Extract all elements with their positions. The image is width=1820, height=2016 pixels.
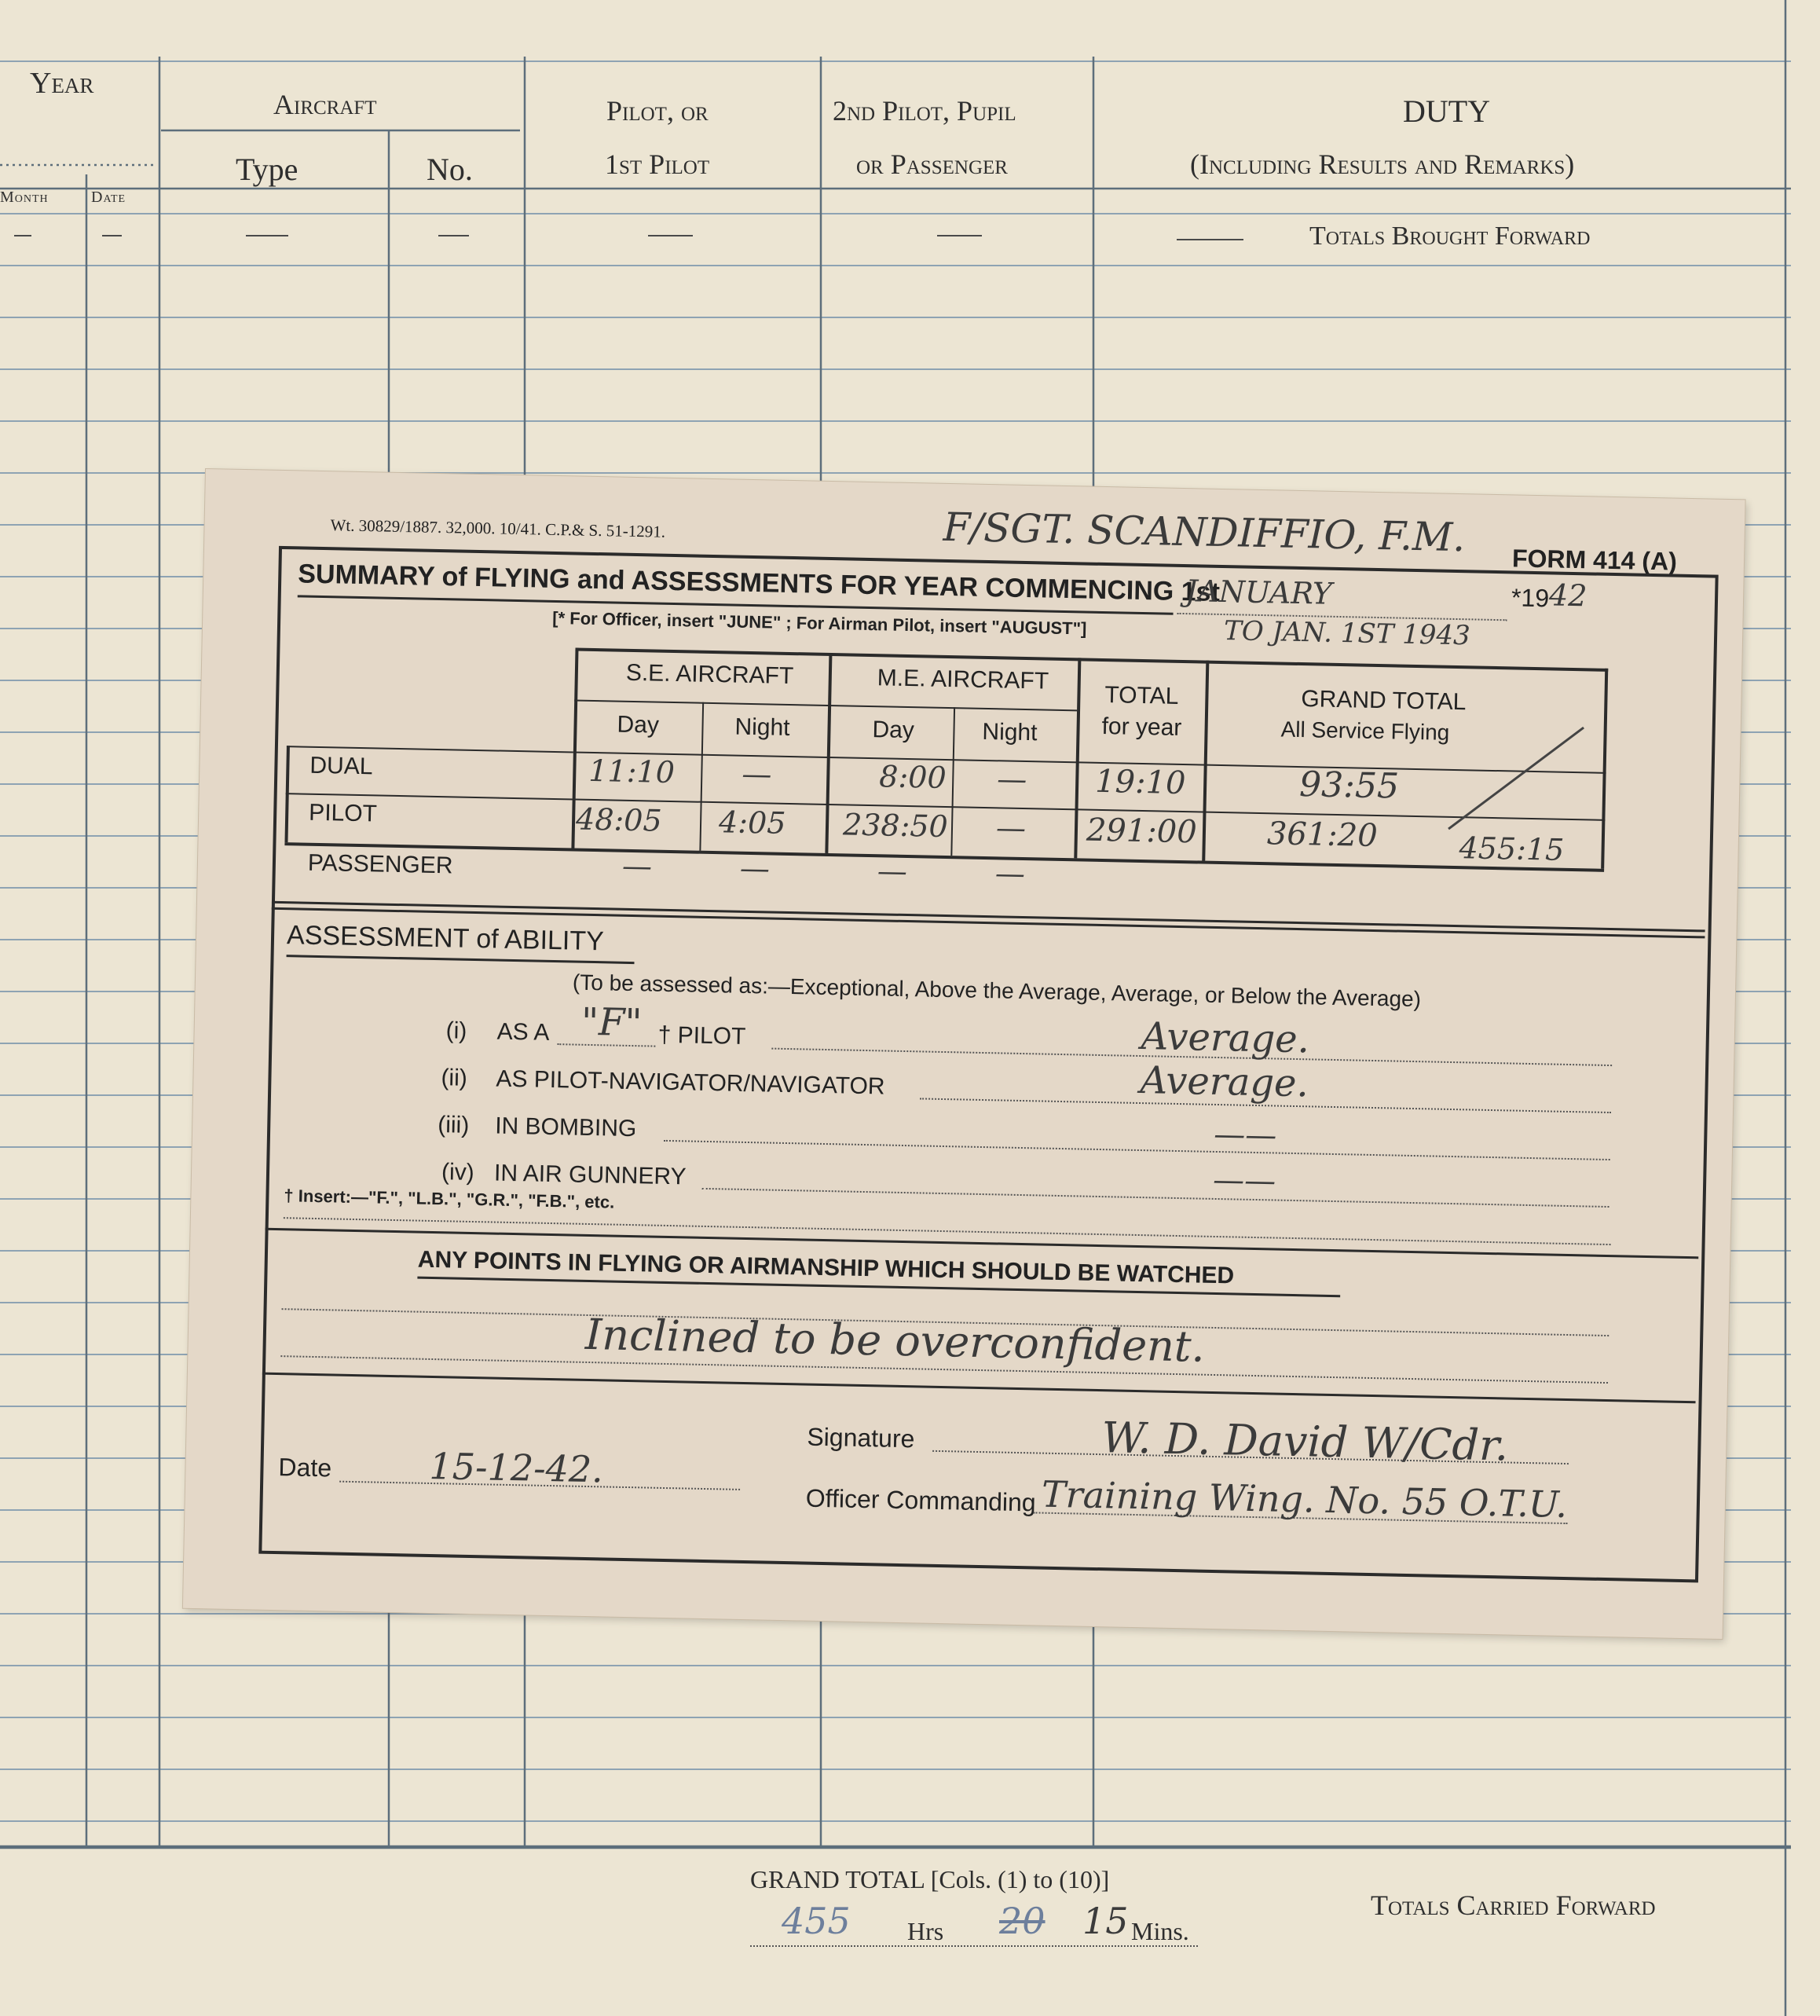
passenger-se-day: — [621,848,653,884]
year-prefix: *19 [1511,583,1550,613]
dual-grand-total: 93:55 [1298,764,1400,807]
dual-me-night: — [996,761,1027,797]
assessment-value-4: —— [1212,1161,1276,1200]
points-value: Inclined to be overconfident. [584,1309,1206,1372]
dual-me-day: 8:00 [878,759,947,795]
assessment-num-1: (i) [445,1017,467,1044]
col-me-day: Day [872,717,915,744]
passenger-me-night: — [994,856,1026,892]
month-handwritten: JANUARY [1185,574,1333,611]
dual-total: 19:10 [1094,763,1186,802]
totals-carried-forward: Totals Carried Forward [1371,1890,1656,1921]
grand-total-minutes: 15 [1082,1900,1129,1942]
col-se-day: Day [617,711,660,739]
form-414-card [183,469,1745,1639]
col-total-line2: for year [1101,713,1182,741]
assessment-num-2: (ii) [441,1065,468,1091]
signature-label: Signature [807,1422,915,1453]
assessment-label-2: AS PILOT-NAVIGATOR/NAVIGATOR [496,1065,885,1100]
assessment-label-1: AS A [496,1018,550,1046]
dual-se-night: — [741,756,772,792]
totals-brought-forward: Totals Brought Forward [1309,222,1591,251]
officer-commanding-value: Training Wing. No. 55 O.T.U. [1041,1472,1568,1527]
print-code: Wt. 30829/1887. 32,000. 10/41. C.P.& S. 51-1291. [330,515,666,541]
second-pilot-label-line2: or Passenger [856,148,1008,180]
airman-name: F/SGT. SCANDIFFIO, F.M. [943,504,1466,561]
passenger-me-day: — [877,853,908,889]
dual-se-day: 11:10 [588,753,676,790]
grand-total-label: GRAND TOTAL [Cols. (1) to (10)] [750,1865,1110,1893]
pilot-label-line2: 1st Pilot [605,148,710,180]
row-label-passenger: PASSENGER [307,849,453,879]
row-label-dual: DUAL [309,752,373,780]
aircraft-label: Aircraft [273,89,377,120]
assessment-label-1b: † PILOT [657,1021,746,1050]
year-handwritten: 42 [1548,577,1587,614]
row-label-pilot: PILOT [308,799,378,827]
pilot-se-night: 4:05 [718,805,786,841]
assessment-label-3: IN BOMBING [494,1112,637,1142]
year-label: Year [30,67,94,100]
pilot-grand-total-carried: 455:15 [1459,830,1565,867]
assessment-value-2: Average. [1140,1058,1309,1106]
grand-total-minutes-struck: 20 [999,1900,1045,1942]
second-pilot-label-line1: 2nd Pilot, Pupil [833,95,1016,126]
to-date-handwritten: TO JAN. 1ST 1943 [1223,615,1471,652]
assessment-value-1: Average. [1141,1014,1310,1062]
pilot-se-day: 48:05 [575,801,663,838]
grand-total-hours: 455 [782,1900,851,1942]
assessment-label-4: IN AIR GUNNERY [493,1160,687,1190]
pilot-me-night: — [995,810,1027,846]
duty-label: DUTY [1403,93,1491,129]
summary-title: SUMMARY of FLYING and ASSESSMENTS FOR YEAR COMMENCING 1st [297,559,1221,607]
pilot-label-line1: Pilot, or [606,95,709,126]
assessment-title: ASSESSMENT of ABILITY [286,920,605,957]
assessment-value-3: —— [1213,1116,1277,1154]
col-me-aircraft: M.E. AIRCRAFT [877,665,1049,695]
assessment-instructions: (To be assessed as:—Exceptional, Above the Average, Average, or Below the Average) [572,970,1422,1012]
col-me-night: Night [982,718,1038,746]
insert-note: † Insert:—"F.", "L.B.", "G.R.", "F.B.", etc. [284,1186,615,1212]
col-se-aircraft: S.E. AIRCRAFT [625,659,794,690]
date-value: 15-12-42. [429,1444,604,1491]
signature-value: W. D. David W/Cdr. [1100,1413,1509,1471]
date-label: Date [91,189,126,206]
passenger-se-night: — [739,850,771,886]
mins-label: Mins. [1131,1917,1189,1945]
aircraft-no-label: No. [427,152,473,187]
points-title: ANY POINTS IN FLYING OR AIRMANSHIP WHICH SHOULD BE WATCHED [417,1246,1235,1289]
officer-commanding-label: Officer Commanding [805,1483,1037,1517]
date-label: Date [278,1453,332,1483]
pilot-me-day: 238:50 [842,807,949,845]
footnote: [* For Officer, insert "JUNE" ; For Airman Pilot, insert "AUGUST"] [552,607,1087,639]
col-grand-total-line2: All Service Flying [1280,717,1450,745]
hrs-label: Hrs [907,1917,944,1945]
grand-total-dotted-line [750,1945,1198,1947]
col-total-line1: TOTAL [1104,682,1179,709]
pilot-grand-total: 361:20 [1266,816,1379,855]
aircraft-type-label: Type [236,152,298,187]
assessment-num-4: (iv) [441,1159,475,1186]
col-grand-total-line1: GRAND TOTAL [1301,686,1467,716]
duty-sub-label: (Including Results and Remarks) [1190,148,1575,180]
assessment-num-3: (iii) [437,1112,470,1138]
assessment-insert-1: "F" [580,999,643,1046]
form-number: FORM 414 (A) [1511,544,1678,576]
col-se-night: Night [734,713,790,741]
pilot-total: 291:00 [1086,812,1198,851]
month-label: Month [0,189,49,206]
